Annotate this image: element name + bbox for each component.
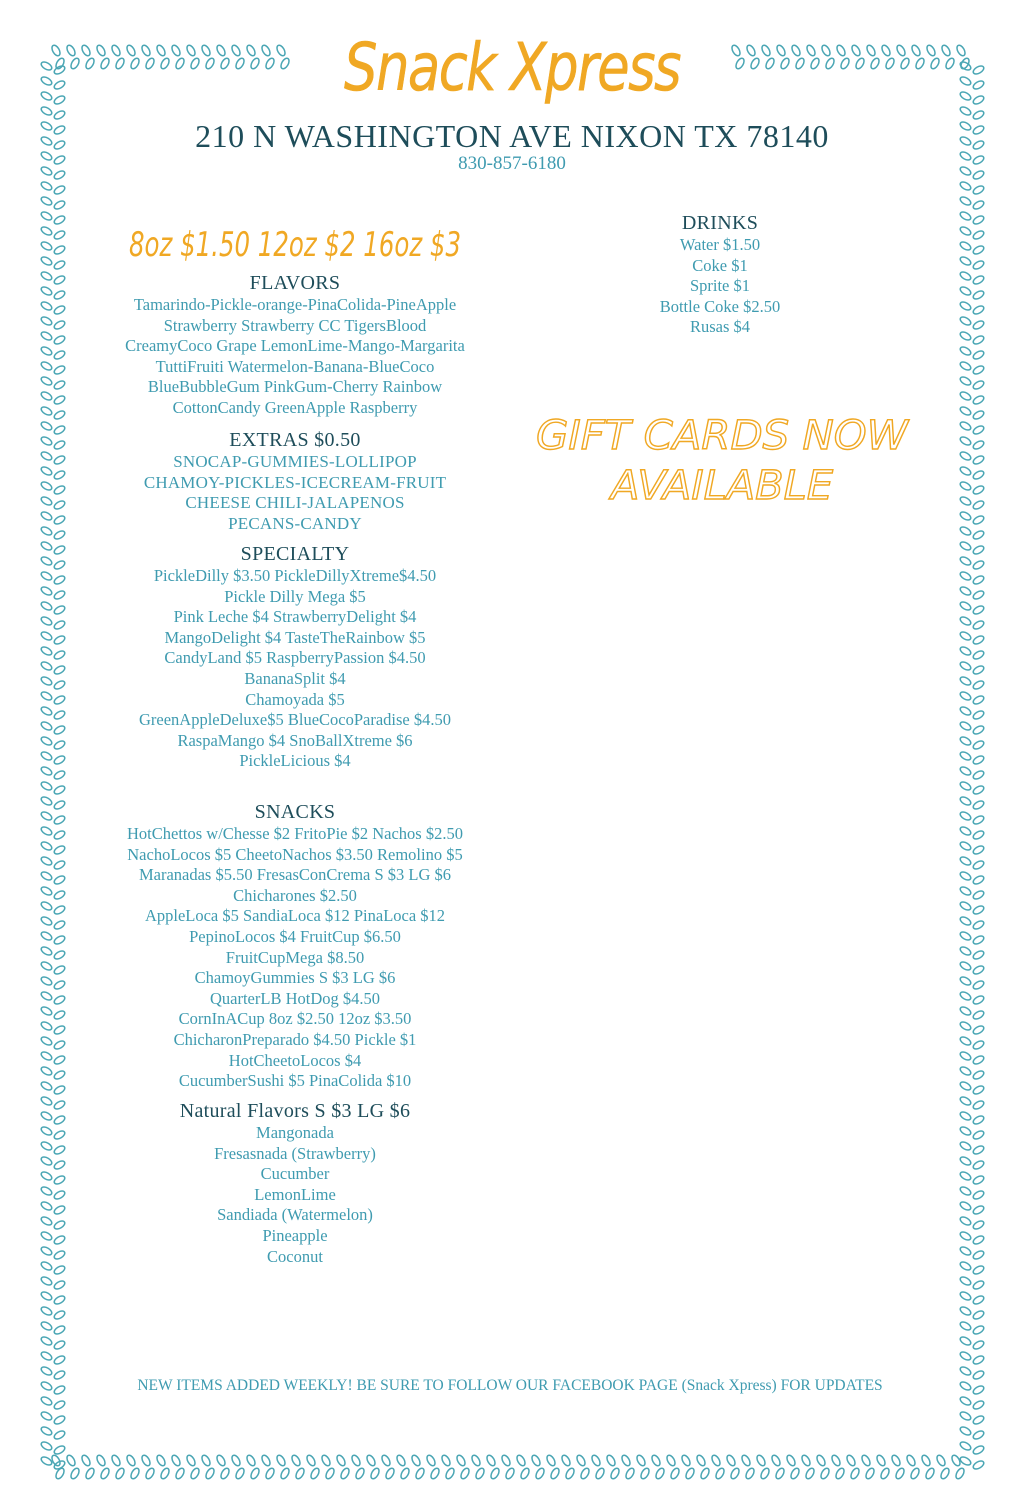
menu-item: BananaSplit $4 (244, 668, 346, 688)
menu-item: ChicharonPreparado $4.50 Pickle $1 (173, 1029, 417, 1049)
menu-item: CandyLand $5 RaspberryPassion $4.50 (164, 648, 426, 668)
menu-item: NachoLocos $5 CheetoNachos $3.50 Remolino $5 (127, 844, 463, 864)
menu-item: FruitCupMega $8.50 (225, 947, 365, 967)
menu-item: TuttiFruiti Watermelon-Banana-BlueCoco (155, 356, 435, 376)
menu-item: Water $1.50 (679, 235, 761, 254)
specialty-list (95, 566, 495, 772)
menu-item: Chamoyada $5 (245, 689, 345, 709)
menu-item: Bottle Coke $2.50 (659, 296, 781, 316)
flavors-title: FLAVORS (249, 272, 341, 294)
menu-item: CreamyCoco Grape LemonLime-Mango-Margarita (125, 336, 465, 356)
menu-item: CornInACup 8oz $2.50 12oz $3.50 (178, 1009, 412, 1029)
menu-item: AppleLoca $5 SandiaLoca $12 PinaLoca $12 (144, 906, 446, 926)
menu-item: Rusas $4 (689, 317, 751, 337)
brand-name: Snack Xpress (344, 29, 681, 106)
drinks-title: DRINKS (681, 212, 759, 234)
menu-item: HotChettos w/Chesse $2 FritoPie $2 Nachos $2.50 (127, 824, 463, 843)
menu-item: Coconut (267, 1246, 323, 1266)
extras-section (95, 429, 495, 534)
flavors-section (95, 272, 495, 419)
menu-item: LemonLime (254, 1184, 336, 1204)
cup-size-prices (125, 218, 465, 270)
menu-item: PickleLicious $4 (239, 751, 351, 771)
gift-cards-line1: GIFT CARDS NOW (536, 413, 910, 459)
menu-item: QuarterLB HotDog $4.50 (209, 988, 380, 1008)
snacks-section (95, 801, 495, 1092)
brand-logo (312, 10, 712, 115)
cup-size-prices-text: 8oz $1.50 12oz $2 16oz $3 (129, 225, 461, 265)
menu-item: PepinoLocos $4 FruitCup $6.50 (189, 926, 401, 946)
gift-cards-line2: AVAILABLE (607, 463, 834, 509)
menu-item: Strawberry Strawberry CC TigersBlood (163, 315, 427, 335)
menu-item: Pink Leche $4 StrawberryDelight $4 (173, 607, 417, 627)
menu-item: ChamoyGummies S $3 LG $6 (194, 968, 396, 988)
vine-border-bottom (50, 1450, 975, 1484)
natural-flavors-list (95, 1123, 495, 1267)
menu-item: Cucumber (260, 1164, 330, 1184)
specialty-title: SPECIALTY (240, 543, 350, 565)
specialty-section (95, 543, 495, 772)
menu-item: Pineapple (262, 1225, 328, 1245)
flavors-list (95, 295, 495, 419)
gift-cards-banner (530, 405, 915, 510)
menu-item: RaspaMango $4 SnoBallXtreme $6 (177, 730, 413, 750)
menu-item: CHAMOY-PICKLES-ICECREAM-FRUIT (143, 472, 447, 492)
menu-item: PickleDilly $3.50 PickleDillyXtreme$4.50 (153, 566, 437, 585)
menu-item: PECANS-CANDY (228, 513, 362, 533)
store-phone: 830-857-6180 (458, 153, 566, 174)
drinks-section (620, 212, 820, 338)
extras-list (95, 452, 495, 534)
natural-flavors-section (95, 1100, 495, 1267)
natural-flavors-title: Natural Flavors S $3 LG $6 (179, 1100, 411, 1122)
menu-item: Tamarindo-Pickle-orange-PinaColida-PineApple (133, 295, 457, 314)
drinks-list (620, 235, 820, 338)
snacks-list (95, 824, 495, 1092)
footer-note: NEW ITEMS ADDED WEEKLY! BE SURE TO FOLLOW OUR FACEBOOK PAGE (Snack Xpress) FOR UPDATES (137, 1377, 883, 1394)
menu-item: CHEESE CHILI-JALAPENOS (185, 493, 405, 513)
menu-item: CucumberSushi $5 PinaColida $10 (178, 1071, 412, 1091)
menu-item: GreenAppleDeluxe$5 BlueCocoParadise $4.50 (138, 710, 452, 730)
vine-border-left (36, 60, 70, 1480)
menu-item: BlueBubbleGum PinkGum-Cherry Rainbow (147, 377, 443, 397)
menu-item: CottonCandy GreenApple Raspberry (172, 397, 418, 417)
menu-item: MangoDelight $4 TasteTheRainbow $5 (164, 627, 426, 647)
vine-border-right (955, 60, 989, 1480)
menu-item: Pickle Dilly Mega $5 (224, 586, 366, 606)
vine-border-top-left (50, 40, 295, 74)
menu-item: Maranadas $5.50 FresasConCrema S $3 LG $6 (138, 865, 452, 885)
menu-item: Coke $1 (692, 255, 748, 275)
menu-item: Chicharones $2.50 (233, 885, 357, 905)
extras-title: EXTRAS $0.50 (229, 429, 361, 451)
snacks-title: SNACKS (254, 801, 336, 823)
menu-item: Sprite $1 (689, 276, 751, 296)
menu-item: HotCheetoLocos $4 (228, 1050, 362, 1070)
store-address: 210 N WASHINGTON AVE NIXON TX 78140 (195, 118, 829, 154)
menu-item: Sandiada (Watermelon) (217, 1205, 373, 1225)
menu-item: Mangonada (256, 1123, 334, 1142)
vine-border-top-right (730, 40, 970, 74)
menu-item: SNOCAP-GUMMIES-LOLLIPOP (173, 452, 417, 471)
menu-item: Fresasnada (Strawberry) (214, 1143, 376, 1163)
